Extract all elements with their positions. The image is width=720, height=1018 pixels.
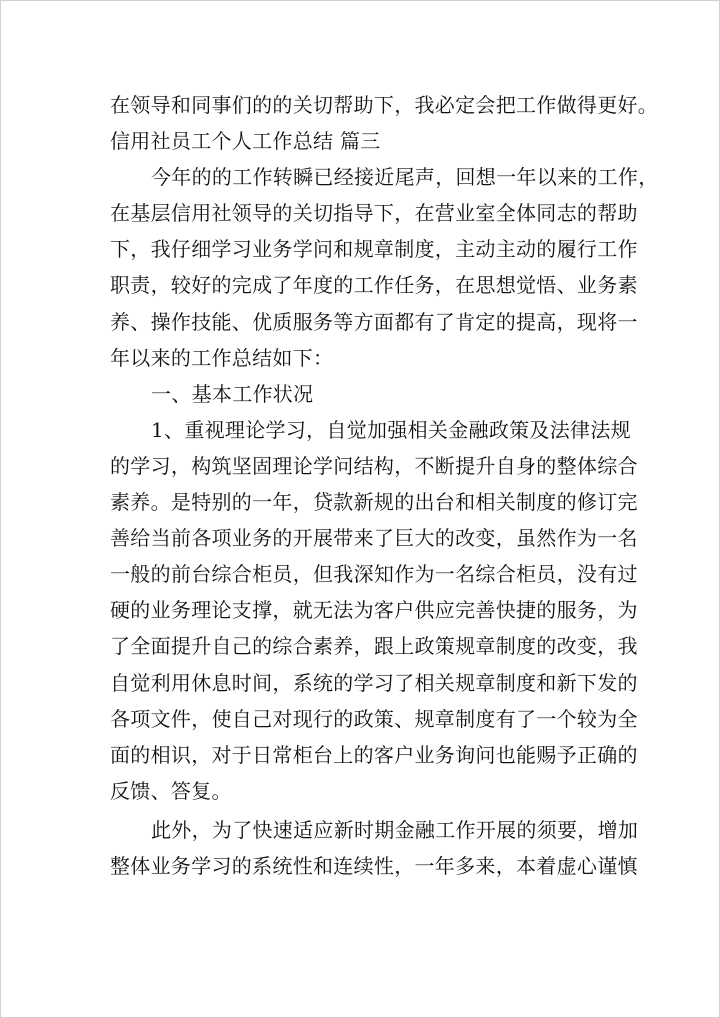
body-line: 硬的业务理论支撑，就无法为客户供应完善快捷的服务，为	[110, 598, 638, 623]
body-line: 年以来的工作总结如下：	[110, 345, 334, 370]
body-line: 在基层信用社领导的关切指导下，在营业室全体同志的帮助	[110, 201, 638, 226]
body-line: 各项文件，使自己对现行的政策、规章制度有了一个较为全	[110, 706, 638, 731]
body-line: 面的相识，对于日常柜台上的客户业务询问也能赐予正确的	[110, 742, 638, 767]
body-line: 了全面提升自己的综合素养，跟上政策规章制度的改变，我	[110, 634, 638, 659]
paragraph-first-line: 1、重视理论学习，自觉加强相关金融政策及法律法规	[151, 417, 631, 442]
body-line: 在领导和同事们的的关切帮助下，我必定会把工作做得更好。	[110, 93, 659, 117]
body-line: 善给当前各项业务的开展带来了巨大的改变，虽然作为一名	[110, 526, 638, 551]
section-heading: 信用社员工个人工作总结 篇三	[110, 129, 381, 154]
body-line: 养、操作技能、优质服务等方面都有了肯定的提高，现将一	[110, 309, 638, 334]
body-line: 下，我仔细学习业务学问和规章制度，主动主动的履行工作	[110, 237, 638, 262]
paragraph-first-line: 此外，为了快速适应新时期金融工作开展的须要，增加	[151, 817, 639, 842]
body-line: 的学习，构筑坚固理论学问结构，不断提升自身的整体综合	[110, 453, 638, 478]
body-line: 自觉利用休息时间，系统的学习了相关规章制度和新下发的	[110, 670, 638, 695]
body-line: 整体业务学习的系统性和连续性，一年多来，本着虚心谨慎	[110, 853, 638, 878]
body-line: 一般的前台综合柜员，但我深知作为一名综合柜员，没有过	[110, 562, 638, 587]
subsection-heading: 一、基本工作状况	[151, 381, 314, 406]
body-line: 职责，较好的完成了年度的工作任务，在思想觉悟、业务素	[110, 273, 638, 298]
document-body	[110, 87, 659, 884]
body-line: 素养。是特别的一年，贷款新规的出台和相关制度的修订完	[110, 490, 638, 515]
body-line: 反馈、答复。	[110, 778, 232, 803]
paragraph-first-line: 今年的的工作转瞬已经接近尾声，回想一年以来的工作，	[151, 165, 659, 190]
